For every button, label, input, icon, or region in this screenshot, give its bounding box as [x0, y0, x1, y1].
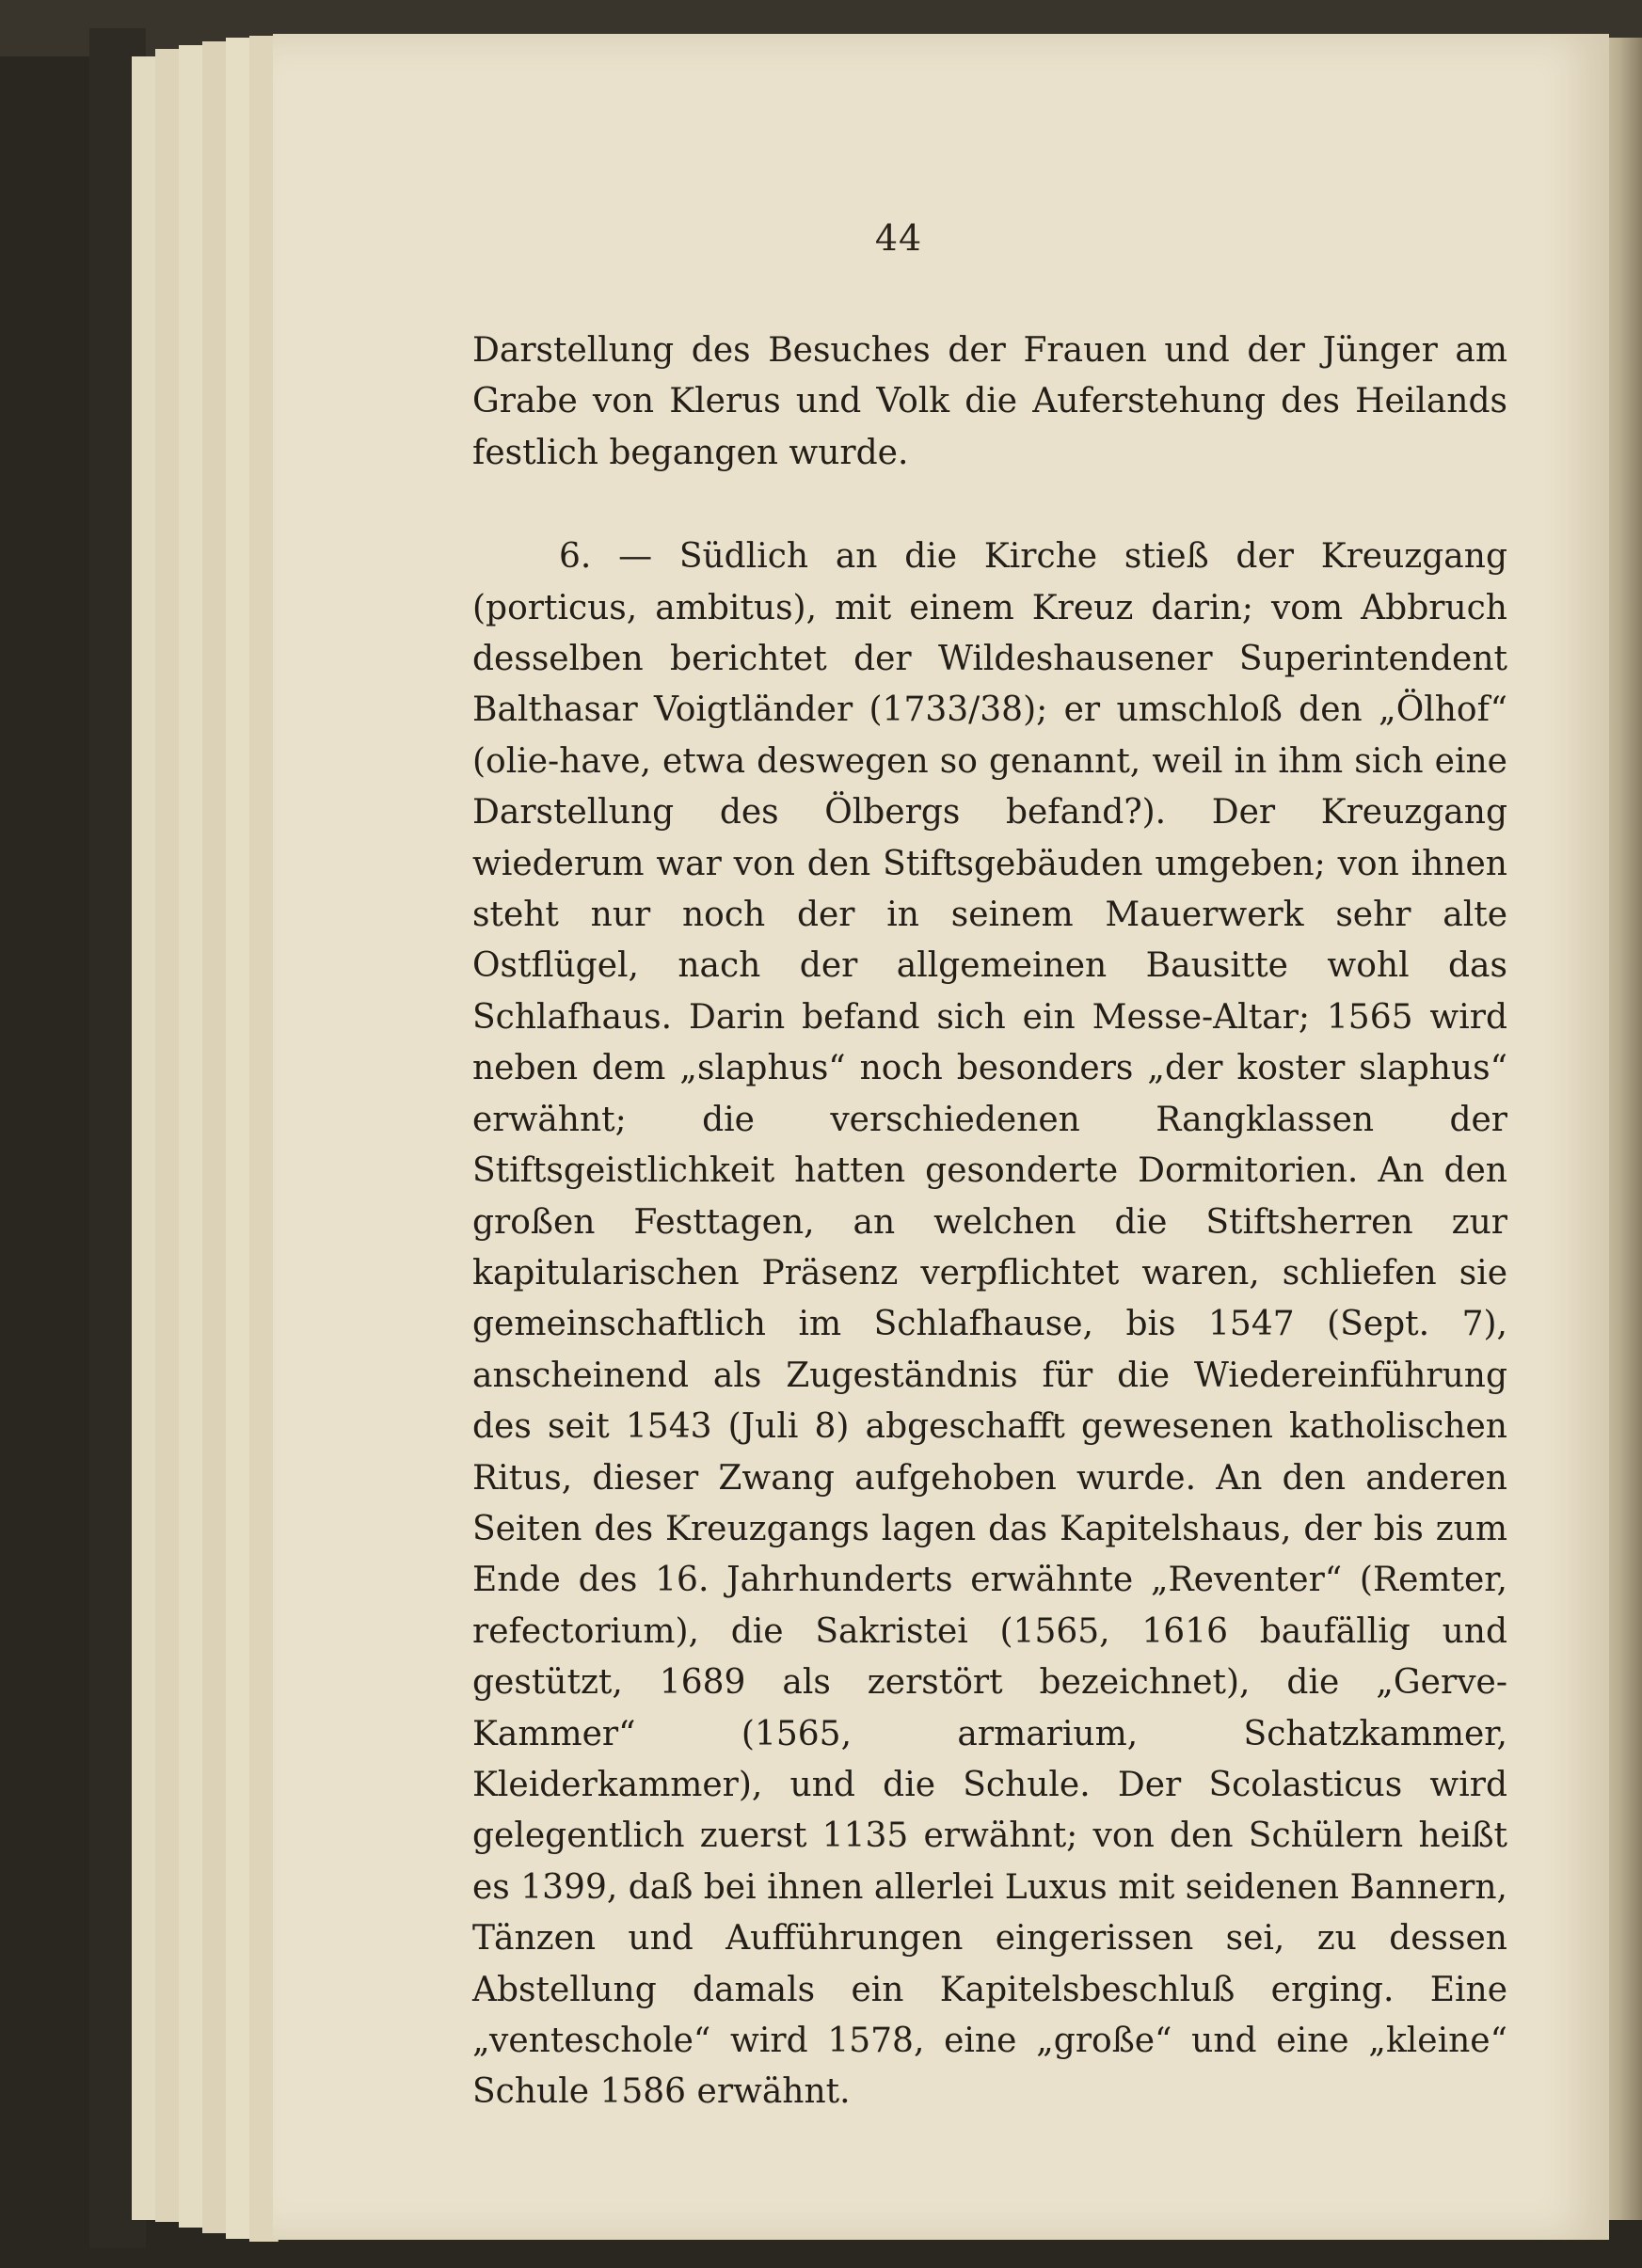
page-number: 44: [874, 217, 923, 259]
book-page: [273, 34, 1609, 2240]
body-text: [472, 325, 1507, 2118]
paragraph: 6. — Südlich an die Kirche stieß der Kreuzgang (porticus, ambitus), mit einem Kreuz darin; vom Abbruch desselben berichtet der Wildeshausener Superintendent Balthasar Voigtländer (1733/38); er umschloß den „Ölhof“ (olie-have, etwa deswegen so genannt, weil in ihm sich eine Darstellung des Ölbergs befand?). Der Kreuzgang wiederum war von den Stiftsgebäuden umgeben; von ihnen steht nur noch der in seinem Mauerwerk sehr alte Ostflügel, nach der allgemeinen Bausitte wohl das Schlafhaus. Darin befand sich ein Messe-Altar; 1565 wird neben dem „slaphus“ noch besonders „der koster slaphus“ erwähnt; die verschiedenen Rangklassen der Stiftsgeistlichkeit hatten gesonderte Dormitorien. An den großen Festtagen, an welchen die Stiftsherren zur kapitularischen Präsenz verpflichtet waren, schliefen sie gemeinschaftlich im Schlafhause, bis 1547 (Sept. 7), anscheinend als Zugeständnis für die Wiedereinführung des seit 1543 (Juli 8) abgeschafft gewesenen katholischen Ritus, dieser Zwang aufgehoben wurde. An den anderen Seiten des Kreuzgangs lagen das Kapitelshaus, der bis zum Ende des 16. Jahrhunderts erwähnte „Reventer“ (Remter, refectorium), die Sakristei (1565, 1616 baufällig und gestützt, 1689 als zerstört bezeichnet), die „Gerve-Kammer“ (1565, armarium, Schatzkammer, Kleiderkammer), und die Schule. Der Scolasticus wird gelegentlich zuerst 1135 erwähnt; von den Schülern heißt es 1399, daß bei ihnen allerlei Luxus mit seidenen Bannern, Tänzen und Aufführungen eingerissen sei, zu dessen Abstellung damals ein Kapitelsbeschluß erging. Eine „ventescholе“ wird 1578, eine „große“ und eine „kleine“ Schule 1586 erwähnt.: [472, 537, 1507, 2112]
paragraph: Darstellung des Besuches der Frauen und der Jünger am Grabe von Klerus und Volk die Auferstehung des Heilands festlich begangen wurde.: [472, 331, 1507, 472]
